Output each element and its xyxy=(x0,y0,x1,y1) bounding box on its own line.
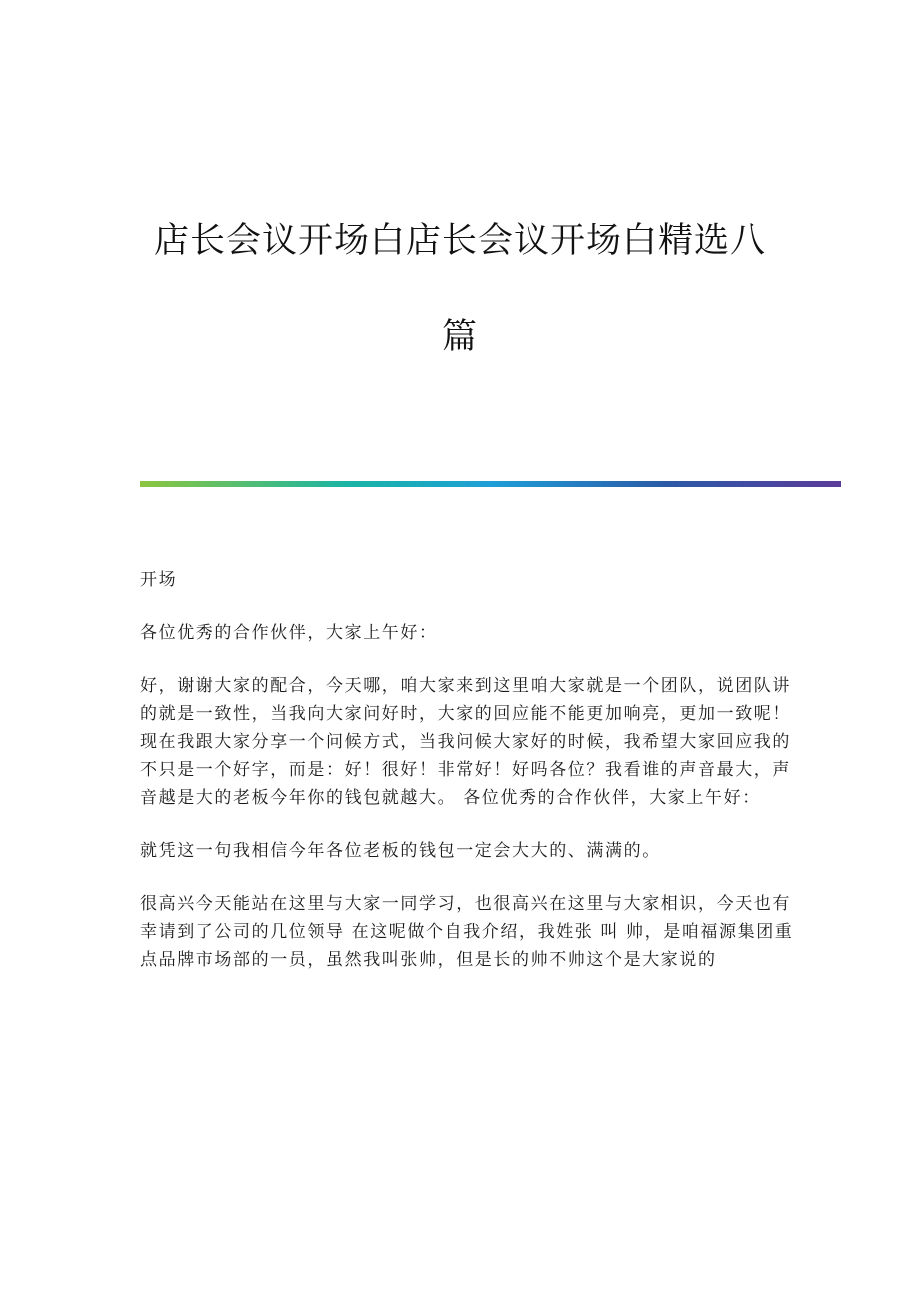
document-title-line-1: 店长会议开场白店长会议开场白精选八 xyxy=(153,221,766,261)
paragraph-greeting: 各位优秀的合作伙伴，大家上午好： xyxy=(140,623,438,643)
paragraph-introduction: 很高兴今天能站在这里与大家一同学习，也很高兴在这里与大家相识，今天也有幸请到了公司的几位领导 在这呢做个自我介绍，我姓张 叫 帅，是咱福源集团重点品牌市场部的一员，虽然我叫张帅，但是长的帅不帅这个是大家说的 xyxy=(140,894,794,970)
document-body xyxy=(140,566,800,999)
gradient-divider xyxy=(140,481,841,487)
paragraph-wallet: 就凭这一句我相信今年各位老板的钱包一定会大大的、满满的。 xyxy=(140,841,661,861)
document-title-line-2: 篇 xyxy=(441,317,478,357)
paragraph-team: 好，谢谢大家的配合，今天哪，咱大家来到这里咱大家就是一个团队，说团队讲的就是一致性，当我向大家问好时，大家的回应能不能更加响亮，更加一致呢！现在我跟大家分享一个问候方式，当我问候大家好的时候，我希望大家回应我的不只是一个好字，而是：好！很好！非常好！好吗各位？我看谁的声音最大，声音越是大的老板今年你的钱包就越大。 各位优秀的合作伙伴，大家上午好： xyxy=(140,676,791,808)
paragraph-heading: 开场 xyxy=(140,570,178,590)
